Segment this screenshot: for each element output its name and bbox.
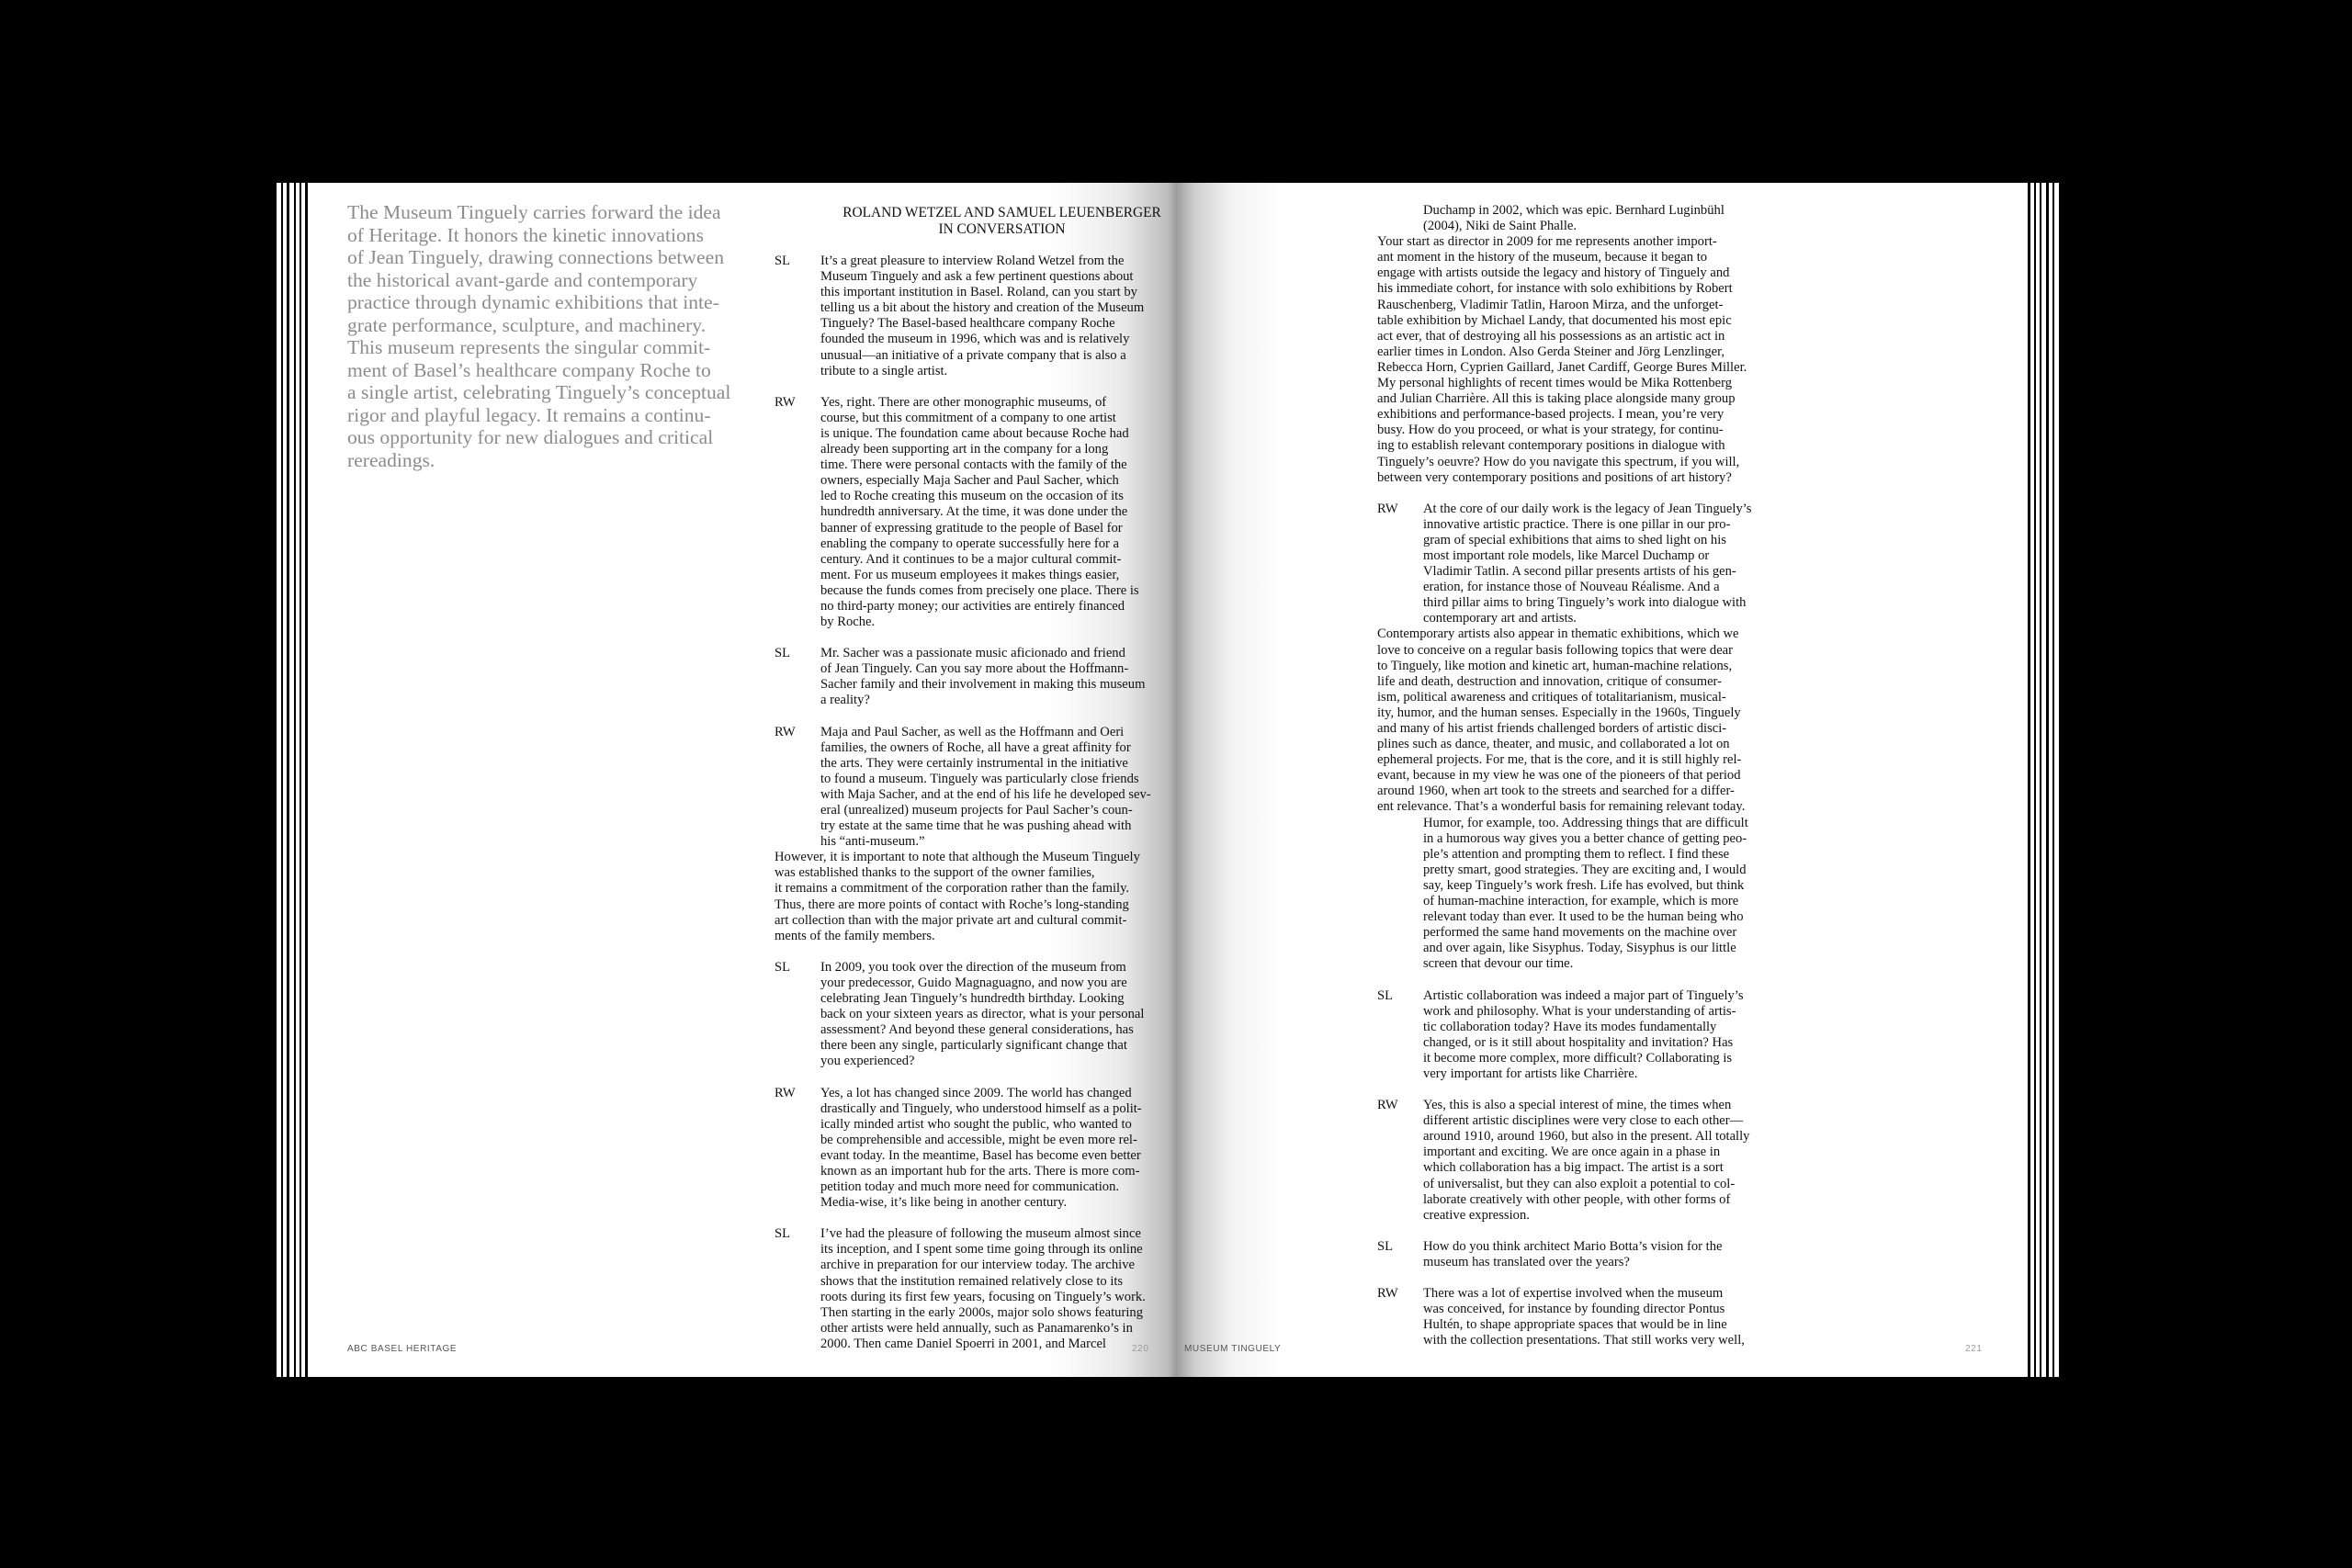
dialogue-text: I’ve had the pleasure of following the museum almost since its inception, and I spent some time going through its online archive in preparation for our interview today. The archive shows that the institution remained relatively close to its roots during its first few years, focusing on Tinguely’s work. Then starting in the early 2000s, major solo shows featuring other artists were held annually, such as Panamarenko’s in 2000. Then came Daniel Spoerri in 2001, and Marcel (820, 1226, 1146, 1351)
speaker-label: RW (1377, 1098, 1398, 1113)
speaker-label: RW (1377, 1286, 1398, 1301)
body-paragraph: However, it is important to note that although the Museum Tinguely was established thanks to the support of the owner families, it remains a commitment of the corporation rather than the family. Thus, there are more points of contact with Roche’s long-standing art collection than with the major private art and cultural commit- ments of the family members. (775, 850, 1140, 943)
book-spread (274, 183, 2062, 1377)
speaker-label: SL (1377, 987, 1394, 1003)
speaker-label: RW (775, 394, 796, 410)
dialogue-entry (1377, 988, 1837, 1083)
speaker-label: SL (775, 1226, 791, 1242)
speaker-label: RW (775, 724, 796, 739)
dialogue-entry (1377, 502, 1837, 627)
speaker-label: RW (775, 1085, 796, 1100)
right-page (1177, 183, 2062, 1377)
dialogue-text: There was a lot of expertise involved when the museum was conceived, for instance by founding director Pontus Hultén, to shape appropriate spaces that would be in line with the collection presentations. That still works very well, (1423, 1286, 1745, 1348)
dialogue-text: Yes, this is also a special interest of mine, the times when different artistic disciplines were very close to each other— around 1910, around 1960, but also in the present. All totally important and exciting. We are once again in a phase in which collaboration has a big impact. The artist is a sort of universalist, but they can also exploit a potential to col- laborate creatively with other people, with other forms of creative expression. (1423, 1098, 1750, 1223)
dialogue-text: Yes, right. There are other monographic museums, of course, but this commitment of a company to one artist is unique. The foundation came about because Roche had already been supporting art in the company for a long time. There were personal contacts with the family of the owners, especially Maja Sacher and Paul Sacher, which led to Roche creating this museum on the occasion of its hundredth anniversary. At the time, it was done under the banner of expressing gratitude to the people of Basel for enabling the company to operate successfully here for a century. And it continues to be a major cultural commit- ment. For us museum employees it makes things easier, because the funds comes from precisely one place. There is no third-party money; our activities are entirely financed by Roche. (820, 394, 1139, 630)
dialogue-text: In 2009, you took over the direction of the museum from your predecessor, Guido Magnaguagno, and now you are celebrating Jean Tinguely’s hundredth birthday. Looking back on your sixteen years as director, what is your personal assessment? And beyond these general considerations, has there been any single, particularly significant change that you experienced? (820, 959, 1145, 1069)
page-number-right: 221 (1965, 1344, 1983, 1354)
dialogue-text: At the core of our daily work is the legacy of Jean Tinguely’s innovative artistic practice. There is one pillar in our pro- gram of special exhibitions that aims to shed light on his most important role models, like Marcel Duchamp or Vladimir Tatlin. A second pillar presents artists of his gen- eration, for instance those of Nouveau Réalisme. And a third pillar aims to bring Tinguely’s work into dialogue with contemporary art and artists. (1423, 501, 1752, 626)
speaker-label: SL (1377, 1238, 1394, 1254)
body-paragraph: Contemporary artists also appear in thematic exhibitions, which we love to conceive on a regular basis following topics that were dear to Tinguely, like motion and kinetic art, human-machine relations, life and death, destruction and innovation, critique of consumer- ism, political awareness and critiques of totalitarianism, musical- ity, humor, and the human senses. Especially in the 1960s, Tinguely and many of his artist friends challenged borders of artistic disci- plines such as dance, theater, and music, and collaborated a lot on ephemeral projects. For me, that is the core, and it is still highly rel- evant, because in my view he was one of the pioneers of that period around 1960, when art took to the streets and searched for a differ- ent relevance. That’s a wonderful basis for remaining relevant today. (1377, 626, 1746, 815)
body-paragraph: Humor, for example, too. Addressing things that are difficult in a humorous way gives you a better chance of getting peo- ple’s attention and prompting them to reflect. I find these pretty smart, good strategies. They are exciting and, I would say, keep Tinguely’s work fresh. Life has evolved, but think of human-machine interaction, for example, which is more relevant today than ever. It used to be the human being who performed the same hand movements on the machine over and over again, like Sisyphus. Today, Sisyphus is our little screen that devour our time. (1423, 815, 1748, 972)
dialogue-text: Maja and Paul Sacher, as well as the Hoffmann and Oeri families, the owners of Roche, all have a great affinity for the arts. They were certainly instrumental in the initiative to found a museum. Tinguely was particularly close friends with Maja Sacher, and at the end of his life he developed sev- eral (unrealized) museum projects for Paul Sacher’s coun- try estate at the same time that he was pushing ahead with his “anti-museum.” (820, 724, 1151, 850)
dialogue-text: Yes, a lot has changed since 2009. The world has changed drastically and Tinguely, who understood himself as a polit- ically minded artist who sought the public, who wanted to be comprehensible and accessible, might be even more rel- evant today. In the meantime, Basel has become even better known as an important hub for the arts. There is more com- petition today and much more need for communication. Media-wise, it’s like being in another century. (820, 1085, 1142, 1211)
interview-column-right (1377, 203, 1837, 1364)
dialogue-entry (1377, 1239, 1837, 1270)
speaker-label: RW (1377, 501, 1398, 516)
intro-text: The Museum Tinguely carries forward the idea of Heritage. It honors the kinetic innovations of Jean Tinguely, drawing connections between the historical avant-garde and contemporary practice through dynamic exhibitions that inte- grate performance, sculpture, and machinery. This museum represents the singular commit- ment of Basel’s healthcare company Roche to a single artist, celebrating Tinguely’s conceptual rigor and playful legacy. It remains a continu- ous opportunity for new dialogues and critical rereadings. (347, 201, 731, 471)
dialogue-text: It’s a great pleasure to interview Roland Wetzel from the Museum Tinguely and ask a few pertinent questions about this important institution in Basel. Roland, can you start by telling us a bit about the history and creation of the Museum Tinguely? The Basel-based healthcare company Roche founded the museum in 1996, which was and is relatively unusual—an initiative of a private company that is also a tribute to a single artist. (820, 254, 1145, 378)
speaker-label: SL (775, 959, 791, 975)
right-page-edges (2016, 183, 2062, 1377)
dialogue-text: How do you think architect Mario Botta’s vision for the museum has translated over the years? (1423, 1238, 1723, 1269)
interview-heading: ROLAND WETZEL AND SAMUEL LEUENBERGER IN CONVERSATION (842, 205, 1161, 237)
dialogue-entry (1377, 1286, 1837, 1348)
left-page-edges (274, 183, 320, 1377)
dialogue-entry (1377, 1098, 1837, 1224)
body-paragraph: Your start as director in 2009 for me represents another import- ant moment in the history of the museum, because it began to engage with artists outside the legacy and history of Tinguely and his immediate cohort, for instance with solo exhibitions by Robert Rauschenberg, Vladimir Tatlin, Haroon Mirza, and the unforget- table exhibition by Michael Landy, that documented his most epic act ever, that of destroying all his possessions as an artistic act in earlier times in London. Also Gerda Steiner and Jörg Lenzlinger, Rebecca Horn, Cyprien Gaillard, Janet Cardiff, George Bures Miller. My personal highlights of recent times would be Mika Rottenberg and Julian Charrière. All this is taking place alongside many group exhibitions and performance-based projects. I mean, you’re very busy. How do you proceed, or what is your strategy, for continu- ing to establish relevant contemporary positions in dialogue with Tinguely’s oeuvre? How do you navigate this spectrum, if you will, between very contemporary positions and positions of art history? (1377, 234, 1747, 485)
left-page (274, 183, 1177, 1377)
folio-left: ABC BASEL HERITAGE (347, 1344, 458, 1354)
dialogue-text: Mr. Sacher was a passionate music aficionado and friend of Jean Tinguely. Can you say more about the Hoffmann- Sacher family and their involvement in making this museum a reality? (820, 646, 1146, 708)
page-number-left: 220 (1132, 1344, 1149, 1354)
dialogue-text: Artistic collaboration was indeed a major part of Tinguely’s work and philosophy. What is your understanding of artis- tic collaboration today? Have its modes fundamentally changed, or is it still about hospitality and invitation? Has it become more complex, more difficult? Collaborating is very important for artists like Charrière. (1423, 987, 1744, 1081)
speaker-label: SL (775, 646, 791, 661)
speaker-label: SL (775, 254, 791, 268)
folio-right: MUSEUM TINGUELY (1184, 1344, 1282, 1354)
body-paragraph: Duchamp in 2002, which was epic. Bernhard Luginbühl (2004), Niki de Saint Phalle. (1423, 203, 1724, 234)
